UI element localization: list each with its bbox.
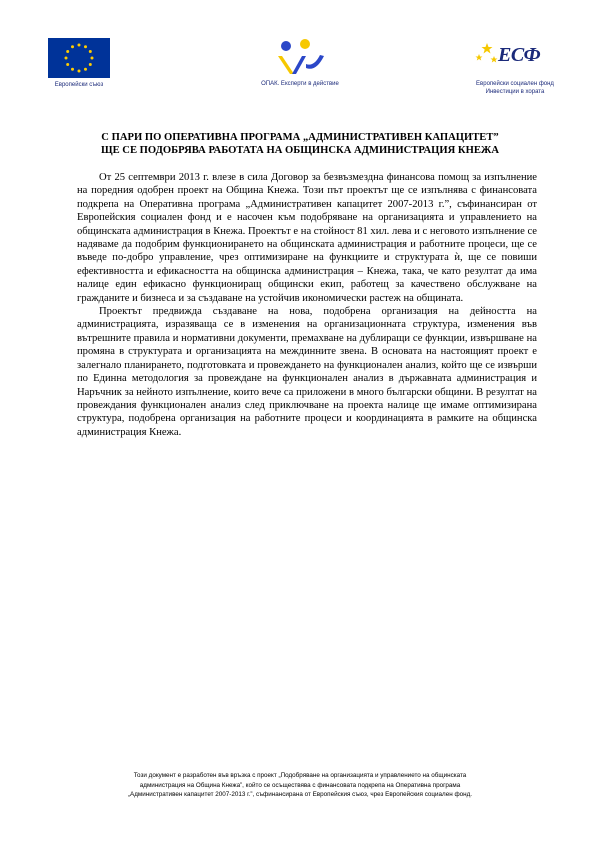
opak-logo-caption: ОПАК. Експерти в действие — [261, 81, 339, 87]
footer-line-1: Този документ е разработен във връзка с проект „Подобряване на организацията и управлението на общинската — [133, 772, 467, 779]
document-body — [77, 171, 537, 439]
opak-logo — [250, 38, 350, 88]
esf-mark: ЕСФ — [498, 44, 541, 66]
document-footer — [80, 771, 520, 800]
eu-logo — [44, 38, 114, 89]
esf-caption-line2: Инвестиции в хората — [485, 89, 545, 95]
footer-line-2: администрация на Община Кнежа”, който се осъществява с финансовата подкрепа на Оперативна програма — [139, 781, 461, 789]
footer-line-3: „Административен капацитет 2007-2013 г.”, съфинансирана от Европейския съюз, чрез Европейския социален фонд. — [127, 791, 473, 799]
eu-flag-icon — [48, 38, 110, 78]
eu-logo-caption: Европейски съюз — [54, 82, 104, 88]
esf-caption-line1: Европейски социален фонд — [476, 81, 554, 87]
title-line-1: С ПАРИ ПО ОПЕРАТИВНА ПРОГРАМА „АДМИНИСТРАТИВЕН КАПАЦИТЕТ” — [101, 132, 499, 143]
opak-emblem-icon — [272, 38, 328, 78]
body-paragraph-2: Проектът предвижда създаване на нова, подобрена организация на дейността на администрацията, изразяваща се в изменения на организационната структура, изменения във вътрешните правила и нормативни документи, премахване на дублиращи се функции, извършване на промяна в структурата и организацията на междинните звена. В основата на настоящият проект е залегнало планирането, подготовката и провеждането на функционален анализ, който ще се извърши по Единна методология за провеждане на функционален анализ в държавната администрация и Наръчник за нейното изпълнение, които вече са приложени в много български общини. В резултат на провеждания функционален анализ след приключване на проекта налице ще имаме оптимизирана структура, подобрена организация на работните процеси и координацията в рамките на общинска администрация Кнежа. — [77, 306, 537, 438]
star-cluster-icon — [474, 42, 500, 68]
body-paragraph-1: От 25 септември 2013 г. влезе в сила Договор за безвъзмездна финансова помощ за изпълнение на поредния одобрен проект на Община Кнежа. Този път проектът ще се изпълнява с финансовата подкрепа на Оперативна програма „Административен капацитет 2007-2013 г.”, съфинансиран от Европейския социален фонд и е насочен към подобряване на организацията и управлението на общинската администрация в Кнежа. Проектът е на стойност 81 хил. лева и с неговото изпълнение се надяваме да подобрим функционирането на общинската администрация и работните процеси, ще се въведе по-добро управление, чрез оптимизиране на функциите и структурата ѝ, ще се повиши ефективността и ефикасността на общинска администрация – Кнежа, така, че като резултат да има налице един ефикасно функциониращ общински екип, работещ за качествено обслужване на гражданите и бизнеса и за създаване на устойчив икономически растеж на общината. — [77, 172, 537, 304]
document-title — [60, 131, 540, 157]
title-line-2: ЩЕ СЕ ПОДОБРЯВА РАБОТАТА НА ОБЩИНСКА АДМИНИСТРАЦИЯ КНЕЖА — [100, 145, 500, 156]
esf-logo — [470, 38, 560, 96]
